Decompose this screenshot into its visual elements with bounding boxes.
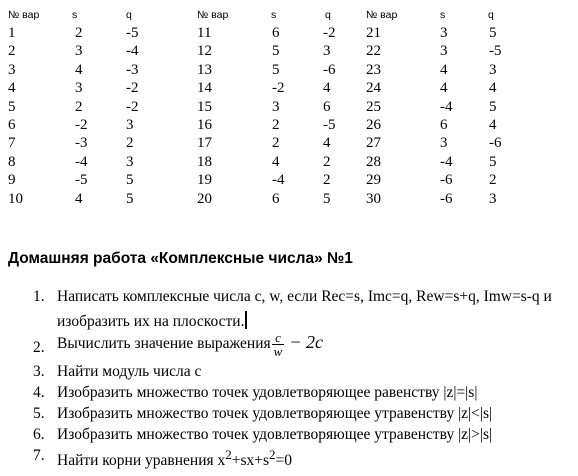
variant-number: 4 bbox=[8, 80, 16, 97]
variant-number: 26 bbox=[366, 117, 381, 133]
expression-tail: − 2c bbox=[289, 332, 323, 353]
q-value: -2 bbox=[323, 25, 336, 41]
s-value: 2 bbox=[75, 25, 83, 41]
variant-number: 12 bbox=[197, 43, 212, 60]
s-value: 2 bbox=[272, 117, 280, 133]
superscript: 2 bbox=[225, 447, 232, 462]
variant-number: 29 bbox=[366, 172, 381, 189]
s-value: 3 bbox=[272, 98, 280, 115]
s-value: 3 bbox=[440, 43, 448, 60]
s-value: -6 bbox=[440, 190, 453, 207]
variant-number: 25 bbox=[366, 98, 381, 115]
header-variant: № вар bbox=[366, 9, 398, 21]
variant-number: 10 bbox=[8, 190, 23, 207]
s-value: 2 bbox=[272, 135, 280, 152]
q-value: 2 bbox=[126, 135, 134, 152]
q-value: 3 bbox=[126, 117, 134, 133]
s-value: -6 bbox=[440, 172, 453, 189]
task-number: 5. bbox=[33, 405, 45, 422]
s-value: 3 bbox=[440, 135, 448, 152]
variant-number: 9 bbox=[8, 172, 16, 189]
variant-number: 1 bbox=[8, 25, 16, 41]
s-value: -4 bbox=[440, 98, 453, 115]
variant-number: 5 bbox=[8, 98, 16, 115]
header-s: s bbox=[440, 9, 446, 21]
s-value: 3 bbox=[75, 80, 83, 97]
header-q: q bbox=[126, 9, 132, 21]
q-value: -6 bbox=[489, 135, 502, 152]
variant-number: 17 bbox=[197, 135, 212, 152]
fraction-denominator: w bbox=[273, 344, 283, 359]
q-value: 6 bbox=[323, 98, 331, 115]
q-value: 4 bbox=[323, 80, 331, 97]
variant-number: 30 bbox=[366, 190, 381, 207]
task-text: Изобразить множество точек удовлетворяющее утравенству |z|>|s| bbox=[57, 426, 493, 443]
fraction-numerator: c bbox=[272, 331, 285, 345]
variant-number: 28 bbox=[366, 153, 381, 170]
variant-number: 7 bbox=[8, 135, 16, 152]
q-value: 5 bbox=[489, 153, 497, 170]
fraction-c-over-w bbox=[272, 331, 285, 358]
task-text: Изобразить множество точек удовлетворяющее равенству |z|=|s| bbox=[57, 384, 478, 401]
variant-number: 18 bbox=[197, 153, 212, 170]
variant-number: 23 bbox=[366, 61, 381, 78]
variant-number: 2 bbox=[8, 43, 16, 60]
q-value: 5 bbox=[126, 172, 134, 189]
task-number: 2. bbox=[33, 339, 45, 356]
s-value: 5 bbox=[272, 43, 280, 60]
s-value: 4 bbox=[75, 190, 83, 207]
s-value: 3 bbox=[75, 43, 83, 60]
variant-number: 20 bbox=[197, 190, 212, 207]
q-value: 4 bbox=[323, 135, 331, 152]
q-value: 3 bbox=[489, 61, 497, 78]
text-cursor bbox=[245, 311, 247, 329]
header-variant: № вар bbox=[197, 9, 229, 21]
s-value: -2 bbox=[75, 117, 88, 133]
task-text: Найти корни уравнения x bbox=[57, 452, 226, 470]
s-value: -5 bbox=[75, 172, 88, 189]
q-value: 5 bbox=[323, 190, 331, 207]
s-value: 6 bbox=[440, 117, 448, 133]
q-value: 3 bbox=[489, 190, 497, 207]
s-value: 6 bbox=[272, 25, 280, 41]
s-value: -2 bbox=[272, 80, 285, 97]
s-value: 4 bbox=[272, 153, 280, 170]
task-text: Найти модуль числа c bbox=[57, 363, 202, 380]
q-value: 2 bbox=[323, 153, 331, 170]
variant-number: 21 bbox=[366, 25, 381, 41]
q-value: -5 bbox=[323, 117, 336, 133]
header-variant: № вар bbox=[8, 9, 40, 21]
variant-number: 22 bbox=[366, 43, 381, 60]
variant-number: 3 bbox=[8, 61, 16, 78]
s-value: 5 bbox=[272, 61, 280, 78]
task-number: 3. bbox=[33, 363, 45, 380]
q-value: -6 bbox=[323, 61, 336, 78]
q-value: 5 bbox=[126, 190, 134, 207]
q-value: -5 bbox=[126, 25, 139, 41]
task-text-mid: +sx+s bbox=[231, 452, 269, 470]
variant-number: 14 bbox=[197, 80, 212, 97]
q-value: 4 bbox=[489, 80, 497, 97]
q-value: -3 bbox=[126, 61, 139, 78]
q-value: 5 bbox=[489, 25, 497, 41]
variant-number: 13 bbox=[197, 61, 212, 78]
s-value: -4 bbox=[440, 153, 453, 170]
q-value: 4 bbox=[489, 117, 497, 133]
header-q: q bbox=[488, 9, 494, 21]
task-number: 7. bbox=[33, 447, 45, 464]
q-value: 3 bbox=[126, 153, 134, 170]
s-value: 4 bbox=[75, 61, 83, 78]
s-value: 2 bbox=[75, 98, 83, 115]
task-number: 1. bbox=[33, 288, 45, 305]
variant-number: 24 bbox=[366, 80, 381, 97]
header-s: s bbox=[72, 9, 78, 21]
variant-number: 11 bbox=[197, 25, 212, 41]
q-value: 2 bbox=[489, 172, 497, 189]
q-value: 5 bbox=[489, 98, 497, 115]
s-value: -4 bbox=[75, 153, 88, 170]
task-number: 6. bbox=[33, 426, 45, 443]
homework-title: Домашняя работа «Комплексные числа» №1 bbox=[8, 250, 353, 267]
variant-number: 15 bbox=[197, 98, 212, 115]
superscript: 2 bbox=[269, 447, 276, 462]
s-value: 4 bbox=[440, 80, 448, 97]
header-s: s bbox=[271, 9, 277, 21]
variant-number: 8 bbox=[8, 153, 16, 170]
q-value: -4 bbox=[126, 43, 139, 60]
task-text-line2: изобразить их на плоскости. bbox=[57, 313, 245, 330]
s-value: -4 bbox=[272, 172, 285, 189]
s-value: 4 bbox=[440, 61, 448, 78]
q-value: -2 bbox=[126, 98, 139, 115]
task-text: Вычислить значение выражения bbox=[57, 335, 271, 353]
s-value: 3 bbox=[440, 25, 448, 41]
q-value: 3 bbox=[323, 43, 331, 60]
variant-number: 27 bbox=[366, 135, 381, 152]
variant-number: 6 bbox=[8, 117, 16, 133]
task-text: Изобразить множество точек удовлетворяющее утравенству |z|<|s| bbox=[57, 405, 493, 422]
variant-number: 19 bbox=[197, 172, 212, 189]
task-number: 4. bbox=[33, 384, 45, 401]
q-value: -2 bbox=[126, 80, 139, 97]
s-value: 6 bbox=[272, 190, 280, 207]
q-value: -5 bbox=[489, 43, 502, 60]
s-value: -3 bbox=[75, 135, 88, 152]
header-q: q bbox=[325, 9, 331, 21]
task-text-end: =0 bbox=[275, 452, 292, 470]
task-text: Написать комплексные числа c, w, если Rec=s, Imc=q, Rew=s+q, Imw=s-q и bbox=[57, 288, 552, 305]
variant-number: 16 bbox=[197, 117, 212, 133]
q-value: 2 bbox=[323, 172, 331, 189]
